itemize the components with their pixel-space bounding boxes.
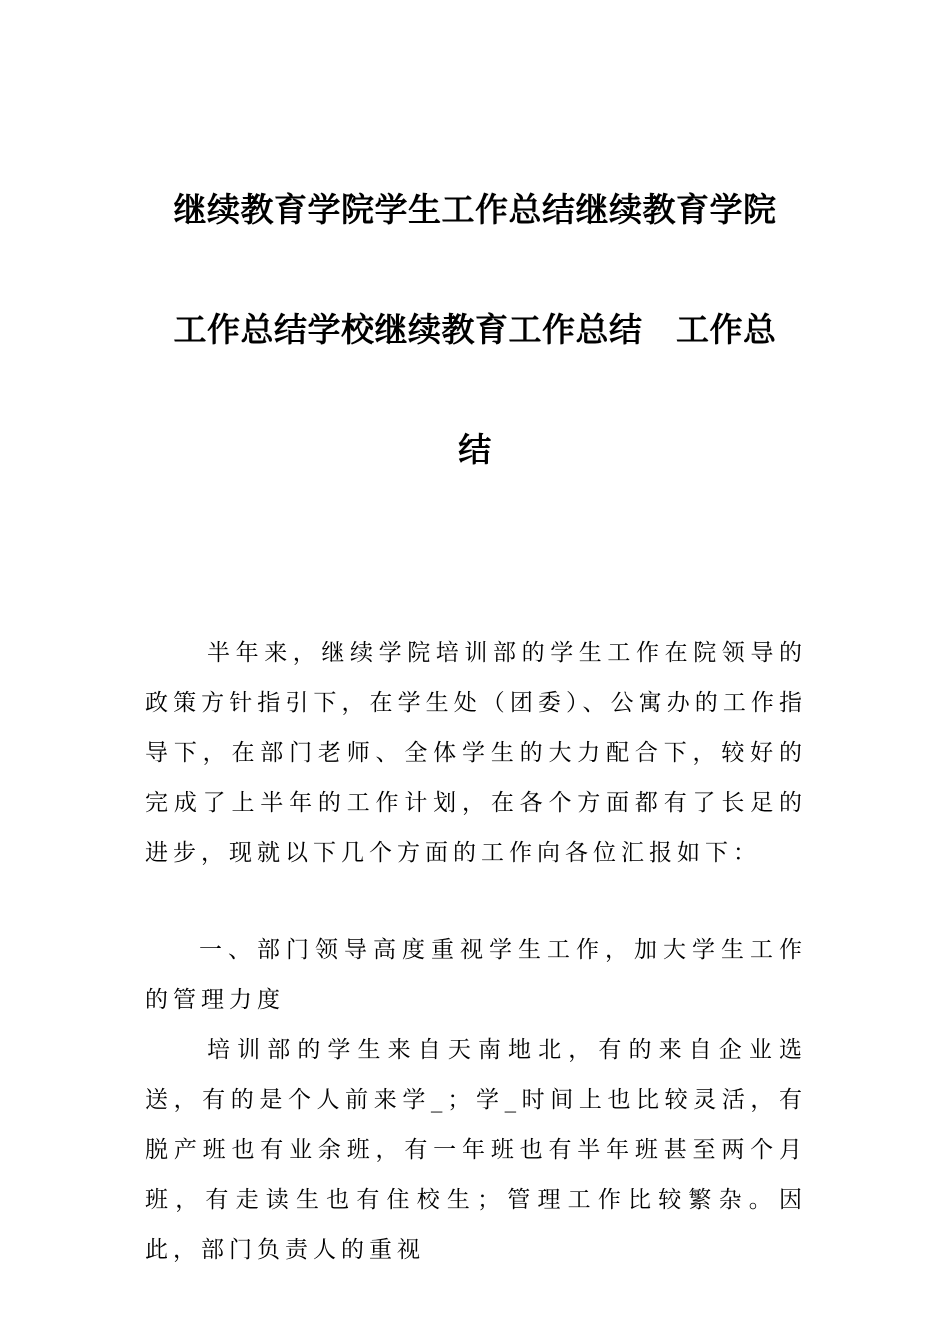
- title-line-1: 继续教育学院学生工作总结继续教育学院: [173, 190, 777, 229]
- document-body: [145, 628, 807, 1275]
- title-line-2: 工作总结学校继续教育工作总结 工作总: [173, 310, 777, 349]
- intro-paragraph: 半年来，继续学院培训部的学生工作在院领导的政策方针指引下，在学生处（团委）、公寓办的工作指导下，在部门老师、全体学生的大力配合下，较好的完成了上半年的工作计划，在各个方面都有了长足的进步，现就以下几个方面的工作向各位汇报如下：: [145, 640, 807, 866]
- document-title: [145, 150, 805, 510]
- title-line-3: 结: [458, 430, 492, 469]
- section-one-paragraph: 培训部的学生来自天南地北，有的来自企业选送，有的是个人前来学_；学_时间上也比较灵活，有脱产班也有业余班，有一年班也有半年班甚至两个月班，有走读生也有住校生；管理工作比较繁杂。因此，部门负责人的重视: [145, 1037, 807, 1263]
- section-one-heading: 一、部门领导高度重视学生工作，加大学生工作的管理力度: [145, 937, 807, 1013]
